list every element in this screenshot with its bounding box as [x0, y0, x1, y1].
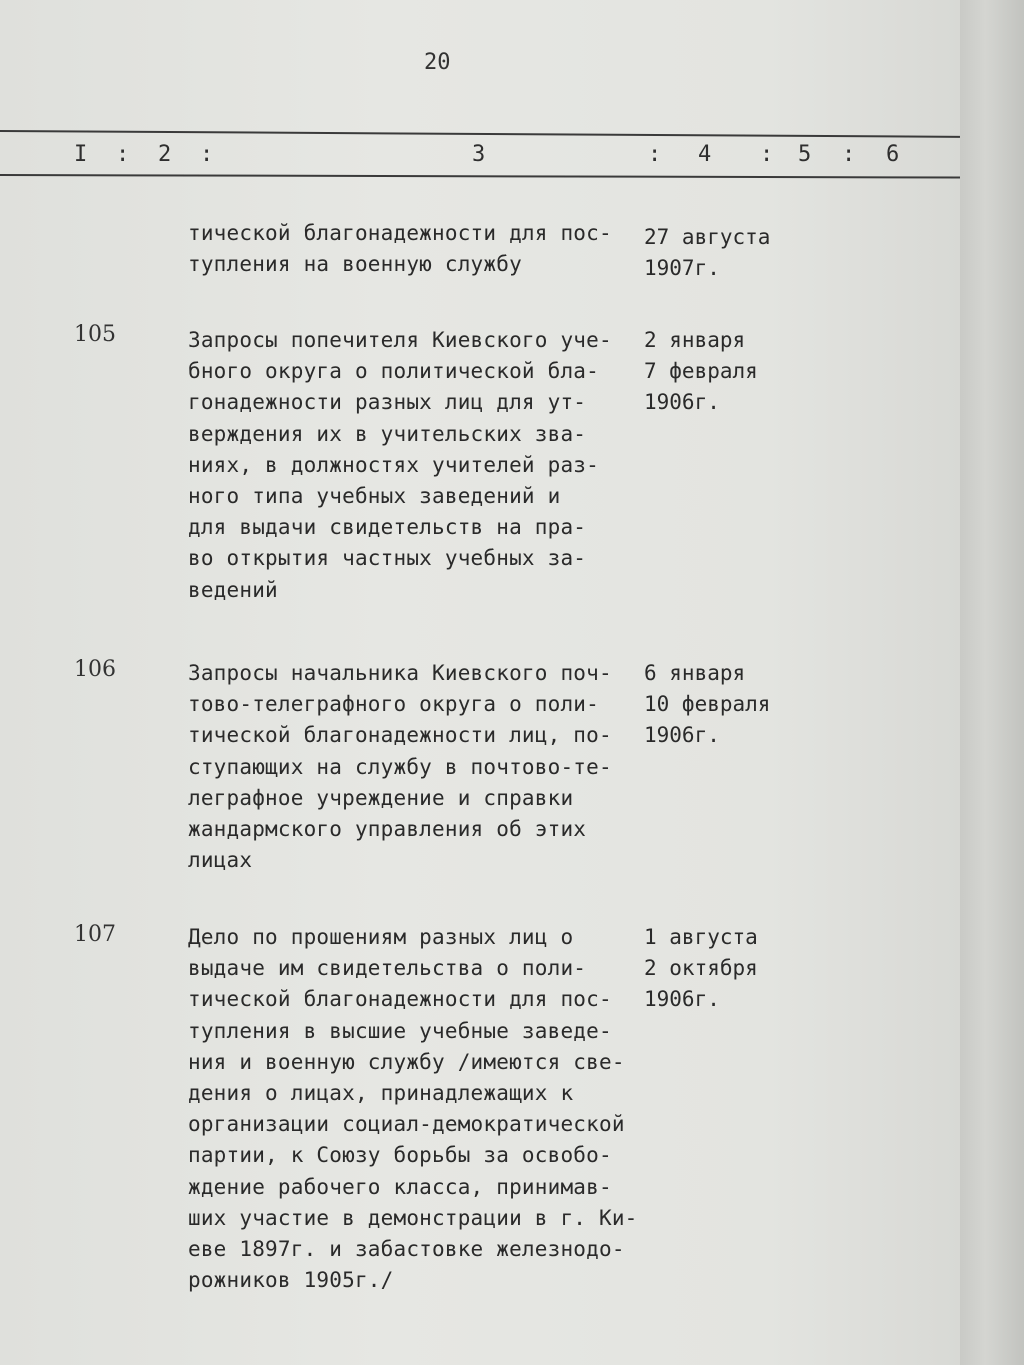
- entry-dates: [644, 658, 944, 752]
- text-line: тической благонадежности лиц, по-: [188, 723, 612, 748]
- entry-dates: [644, 325, 944, 419]
- text-line: ших участие в демонстрации в г. Ки-: [188, 1205, 638, 1230]
- column-header-4: 4: [698, 142, 712, 167]
- text-line: леграфное учреждение и справки: [188, 785, 574, 810]
- column-separator: :: [842, 142, 856, 167]
- text-line: еве 1897г. и забастовке железнодо-: [188, 1237, 625, 1262]
- text-line: гонадежности разных лиц для ут-: [188, 390, 587, 415]
- text-line: тово-телеграфного округа о поли-: [188, 692, 599, 717]
- continued-entry-dates: [644, 222, 944, 284]
- column-header-2: 2: [158, 142, 172, 167]
- date-line: 1906г.: [644, 987, 720, 1012]
- text-line: ния и военную службу /имеются све-: [188, 1049, 625, 1074]
- entry-description: [188, 325, 638, 606]
- date-line: 2 января: [644, 328, 746, 352]
- date-line: 2 октября: [644, 956, 758, 981]
- text-line: бного округа о политической бла-: [188, 359, 599, 384]
- header-rule-top: [0, 130, 960, 138]
- column-header-5: 5: [798, 142, 812, 167]
- date-line: 1906г.: [644, 390, 720, 415]
- text-line: лицах: [188, 848, 253, 873]
- text-line: Запросы начальника Киевского поч-: [188, 661, 612, 685]
- entry-number: 105: [74, 322, 116, 347]
- text-line: организации социал-демократической: [188, 1112, 625, 1137]
- entry-number: 107: [74, 922, 116, 947]
- date-line: 7 февраля: [644, 359, 758, 384]
- column-separator: :: [116, 142, 130, 167]
- date-line: 1907г.: [644, 256, 720, 281]
- column-header-3: 3: [472, 142, 486, 167]
- header-rule-bottom: [0, 174, 960, 179]
- text-line: Запросы попечителя Киевского уче-: [188, 328, 612, 352]
- entry-dates: [644, 922, 944, 1016]
- date-line: 27 августа: [644, 225, 771, 249]
- date-line: 10 февраля: [644, 692, 771, 717]
- date-line: 1 августа: [644, 925, 758, 949]
- continued-entry-text: [188, 218, 638, 280]
- text-line: ждение рабочего класса, принимав-: [188, 1174, 612, 1199]
- text-line: для выдачи свидетельств на пра-: [188, 515, 587, 540]
- column-separator: :: [760, 142, 774, 167]
- entry-description: [188, 658, 638, 876]
- text-line: тической благонадежности для пос-: [188, 987, 612, 1012]
- text-line: партии, к Союзу борьбы за освобо-: [188, 1143, 612, 1168]
- text-line: ступающих на службу в почтово-те-: [188, 754, 612, 779]
- text-line: ведений: [188, 577, 278, 602]
- text-line: во открытия частных учебных за-: [188, 546, 587, 571]
- text-line: выдаче им свидетельства о поли-: [188, 956, 587, 981]
- entry-number: 106: [74, 657, 116, 682]
- text-line: тупления на военную службу: [188, 252, 522, 277]
- entry-description: [188, 922, 638, 1296]
- text-line: тической благонадежности для пос-: [188, 221, 612, 245]
- underlying-page-edge: [960, 0, 1024, 1365]
- text-line: рожников 1905г./: [188, 1268, 394, 1293]
- column-header-1: I: [74, 142, 88, 167]
- text-line: жандармского управления об этих: [188, 817, 587, 842]
- column-header-6: 6: [886, 142, 900, 167]
- text-line: тупления в высшие учебные заведе-: [188, 1018, 612, 1043]
- page-number: 20: [424, 50, 451, 75]
- text-line: дения о лицах, принадлежащих к: [188, 1081, 574, 1106]
- text-line: ного типа учебных заведений и: [188, 484, 561, 509]
- date-line: 1906г.: [644, 723, 720, 748]
- text-line: Дело по прошениям разных лиц о: [188, 925, 574, 949]
- date-line: 6 января: [644, 661, 746, 685]
- text-line: ниях, в должностях учителей раз-: [188, 452, 599, 477]
- text-line: верждения их в учительских зва-: [188, 421, 587, 446]
- column-separator: :: [200, 142, 214, 167]
- column-separator: :: [648, 142, 662, 167]
